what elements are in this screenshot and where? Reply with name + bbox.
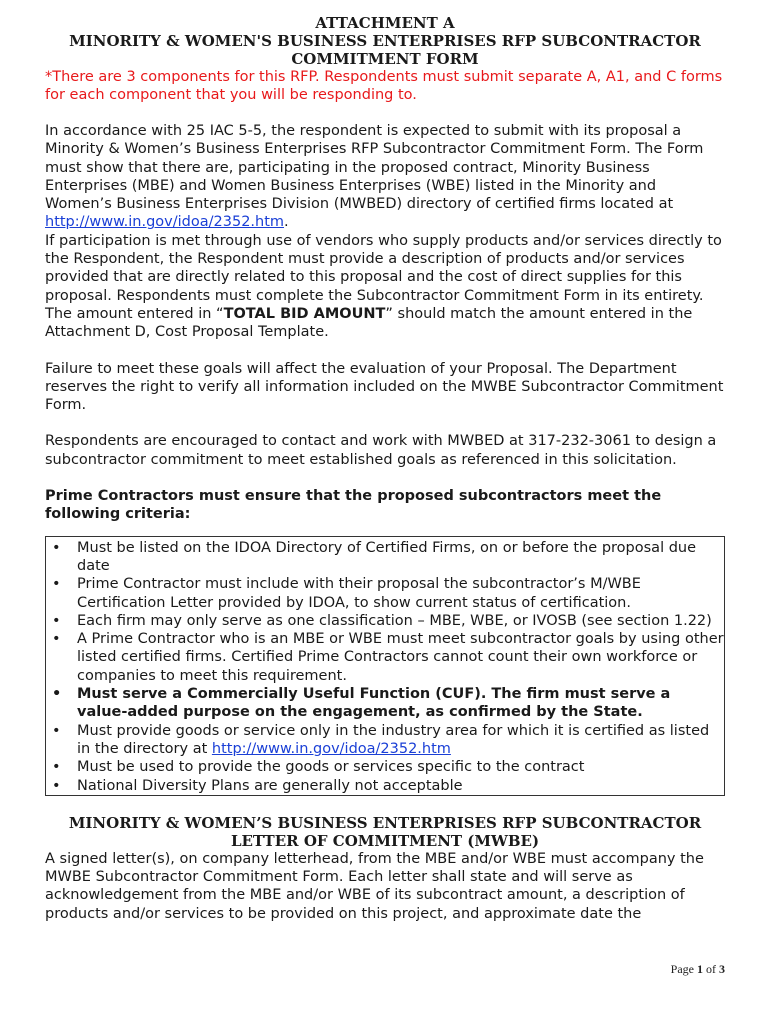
directory-link[interactable]: http://www.in.gov/idoa/2352.htm <box>211 740 451 757</box>
criteria-item: • A Prime Contractor who is an MBE or WBE must meet subcontractor goals by using other listed certified firms. Certified Prime Contractors cannot count their own workforce or companies to meet this requirement. <box>52 631 724 684</box>
page-footer: Page 1 of 3 <box>670 962 725 976</box>
title-line-3: COMMITMENT FORM <box>291 50 479 68</box>
directory-link[interactable]: http://www.in.gov/idoa/2352.htm <box>45 214 285 231</box>
criteria-box <box>45 536 725 796</box>
section-title-line-1: MINORITY & WOMEN’S BUSINESS ENTERPRISES RFP SUBCONTRACTOR <box>68 813 702 832</box>
criteria-item: • Must be used to provide the goods or services specific to the contract <box>52 759 585 776</box>
letter-of-commitment-section <box>45 814 725 923</box>
bullet-icon: • <box>52 539 61 556</box>
criteria-item: • Must provide goods or service only in the industry area for which it is certified as listed in the directory at http://www.in.gov/idoa/2352.htm <box>52 722 710 757</box>
bullet-icon: • <box>52 576 61 593</box>
criteria-list <box>46 539 724 795</box>
bullet-icon: • <box>52 612 61 629</box>
section-body: A signed letter(s), on company letterhead, from the MBE and/or WBE must accompany the MWBE Subcontractor Commitment Form. Each letter shall state and will serve as acknowledgement from the MBE and/or WBE of its subcontract amount, a description of products and/or services to be provided on this project, and approximate date the <box>45 850 704 922</box>
criteria-heading: Prime Contractors must ensure that the proposed subcontractors meet the following criteria: <box>45 488 662 523</box>
criteria-item: • Each firm may only serve as one classification – MBE, WBE, or IVOSB (see section 1.22) <box>52 612 712 629</box>
section-title <box>45 814 725 850</box>
intro-text-d: ” should match the amount entered in the Attachment D, Cost Proposal Template. <box>45 305 693 341</box>
section-title-line-2: LETTER OF COMMITMENT (MWBE) <box>230 831 540 850</box>
criteria-item: • Must be listed on the IDOA Directory of Certified Firms, on or before the proposal due date <box>52 539 697 574</box>
bullet-icon: • <box>52 759 61 776</box>
page-number: 1 <box>697 962 703 976</box>
intro-text-b: . <box>284 214 289 231</box>
components-notice: *There are 3 components for this RFP. Respondents must submit separate A, A1, and C forms for each component that you will be responding to. <box>45 69 723 103</box>
bullet-icon: • <box>52 722 61 739</box>
bullet-icon: • <box>52 686 62 703</box>
attachment-title <box>45 14 725 68</box>
title-line-2: MINORITY & WOMEN'S BUSINESS ENTERPRISES RFP SUBCONTRACTOR <box>69 32 701 50</box>
criteria-item: • National Diversity Plans are generally not acceptable <box>52 777 463 794</box>
criteria-item: • Must serve a Commercially Useful Function (CUF). The firm must serve a value-added purpose on the engagement, as confirmed by the State. <box>52 686 671 721</box>
criteria-item: • Prime Contractor must include with their proposal the subcontractor’s M/WBE Certification Letter provided by IDOA, to show current status of certification. <box>52 576 641 611</box>
failure-paragraph: Failure to meet these goals will affect the evaluation of your Proposal. The Department reserves the right to verify all information included on the MWBE Subcontractor Commitment Form. <box>45 360 724 414</box>
total-bid-amount-label: TOTAL BID AMOUNT <box>223 305 386 322</box>
contact-paragraph: Respondents are encouraged to contact and work with MWBED at 317-232-3061 to design a subcontractor commitment to meet established goals as referenced in this solicitation. <box>45 433 717 468</box>
intro-text-c: If participation is met through use of vendors who supply products and/or services directly to the Respondent, the Respondent must provide a description of products and/or services provided that are directly related to this proposal and the cost of direct supplies for this proposal. Respondents must complete the Subcontractor Commitment Form in its entirety. The amount entered in “ <box>45 232 722 322</box>
bullet-icon: • <box>52 777 61 794</box>
intro-text-a: In accordance with 25 IAC 5-5, the respondent is expected to submit with its proposal a Minority & Women’s Business Enterprises RFP Subcontractor Commitment Form. The Form must show that there are, participating in the proposed contract, Minority Business Enterprises (MBE) and Women Business Enterprises (WBE) listed in the Minority and Women’s Business Enterprises Division (MWBED) directory of certified firms located at <box>45 123 704 213</box>
title-line-1: ATTACHMENT A <box>315 14 455 32</box>
page-total: 3 <box>719 962 725 976</box>
bullet-icon: • <box>52 631 61 648</box>
intro-paragraph <box>45 122 725 342</box>
document-page <box>45 14 725 923</box>
